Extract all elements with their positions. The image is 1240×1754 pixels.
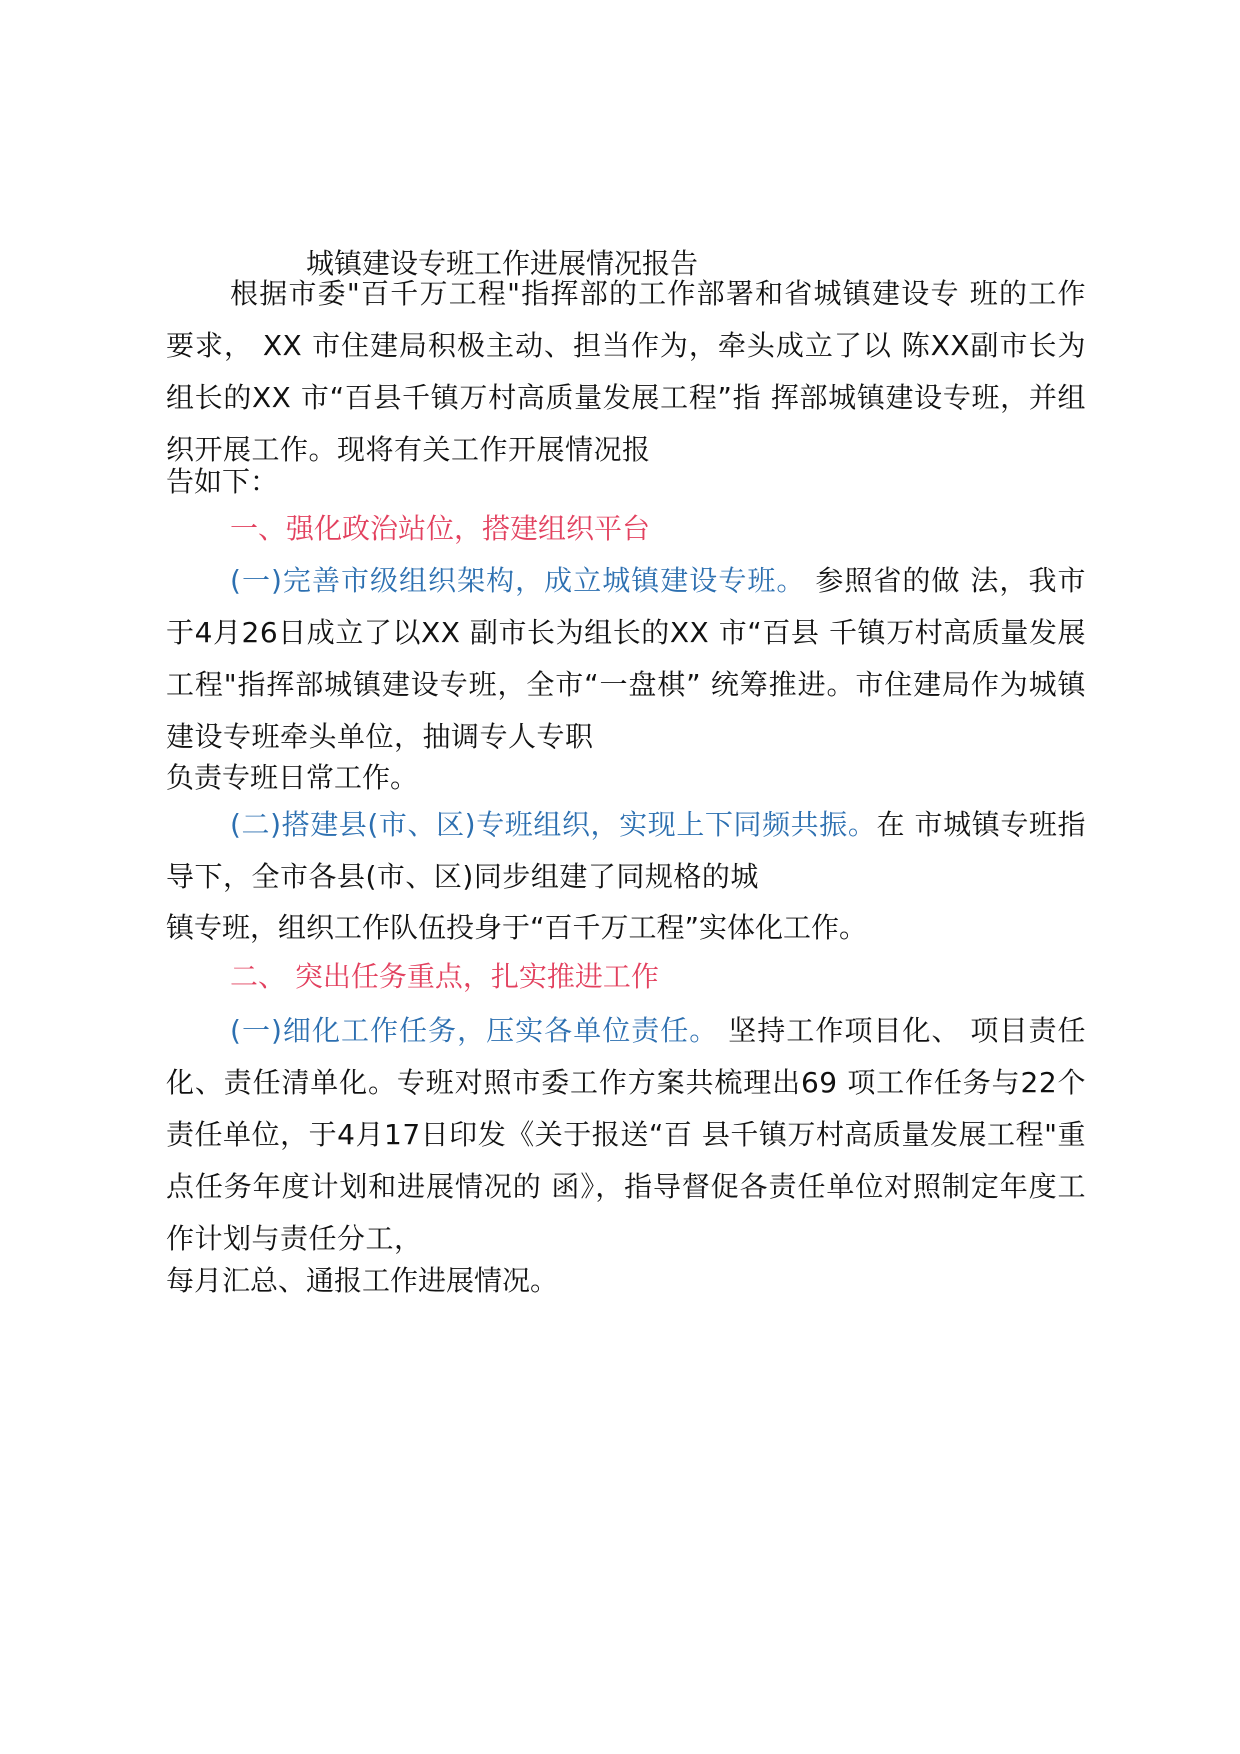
document-title: 城镇建设专班工作进展情况报告 [306,247,699,280]
section-1-sub-2-body: 在 市城镇专班指导下，全市各县(市、区)同步组建了同规格的城 [166,808,1087,893]
section-1-sub-1-paragraph [166,555,1086,763]
intro-paragraph: 根据市委"百千万工程"指挥部的工作部署和省城镇建设专 班的工作要求， XX 市住建局积极主动、担当作为，牵头成立了以 陈XX副市长为组长的XX 市“百县千镇万村高质量发展工程”指 挥部城镇建设专班，并组织开展工作。现将有关工作开展情况报 [166,277,1086,466]
section-2-sub-1-body: 坚持工作项目化、 项目责任化、责任清单化。专班对照市委工作方案共梳理出69 项工作任务与22个责任单位，于4月17日印发《关于报送“百 县千镇万村高质量发展工程"重点任务年度计划和进展情况的 函》，指导督促各责任单位对照制定年度工作计划与责任分工， [166,1014,1086,1255]
section-2-sub-1-paragraph [166,1005,1086,1265]
section-1-sub-2-heading: (二)搭建县(市、区)专班组织，实现上下同频共振。 [230,808,877,841]
section-2-sub-1-tail: 每月汇总、通报工作进展情况。 [166,1264,559,1297]
section-1-sub-1-body: 参照省的做 法，我市于4月26日成立了以XX 副市长为组长的XX 市“百县 千镇万村高质量发展工程"指挥部城镇建设专班，全市“一盘棋” 统筹推进。市住建局作为城镇建设专班牵头单位，抽调专人专职 [166,564,1086,753]
section-1-sub-1-tail: 负责专班日常工作。 [166,761,419,794]
intro-paragraph-tail: 告如下： [166,465,279,498]
section-1-sub-2-tail: 镇专班，组织工作队伍投身于“百千万工程”实体化工作。 [166,911,868,944]
section-2-sub-1-heading: (一)细化工作任务，压实各单位责任。 [230,1014,719,1047]
section-2-heading: 二、 突出任务重点，扎实推进工作 [230,960,659,993]
section-1-sub-1-heading: (一)完善市级组织架构，成立城镇建设专班。 [230,564,806,597]
section-1-sub-2-paragraph [166,799,1086,903]
section-1-heading: 一、强化政治站位，搭建组织平台 [230,512,651,545]
